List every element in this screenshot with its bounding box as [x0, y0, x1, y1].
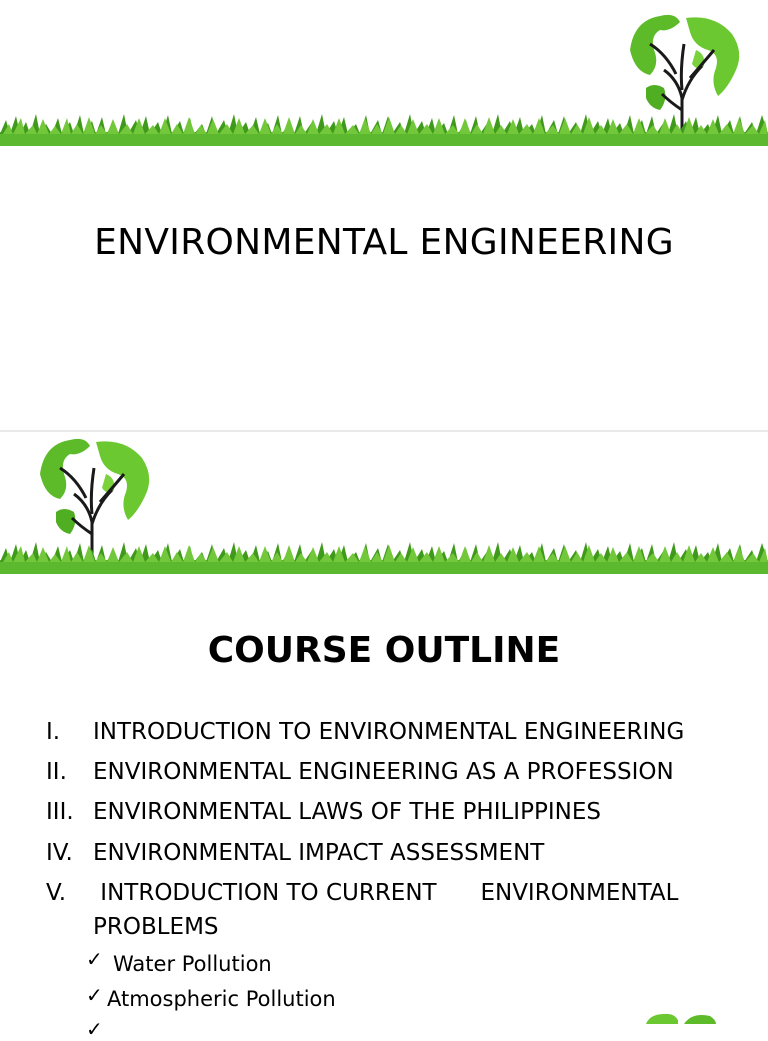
- outline-number: III.: [46, 799, 74, 825]
- outline-item: [0, 719, 768, 749]
- grass-strip-icon: [0, 112, 768, 146]
- outline-number: II.: [46, 759, 67, 785]
- outline-text: INTRODUCTION TO CURRENT ENVIRONMENTAL: [93, 880, 679, 906]
- slide-title: COURSE OUTLINE: [207, 630, 561, 671]
- outline-text: ENVIRONMENTAL ENGINEERING AS A PROFESSION: [93, 759, 674, 785]
- slide-2: [0, 432, 768, 1041]
- outline-item: [0, 880, 768, 944]
- checkmark-icon: ✓: [86, 947, 103, 971]
- slide-title: ENVIRONMENTAL ENGINEERING: [94, 222, 674, 263]
- outline-item: [0, 799, 768, 829]
- slide-1: [0, 0, 768, 430]
- outline-text: ENVIRONMENTAL LAWS OF THE PHILIPPINES: [93, 799, 601, 825]
- grass-strip-icon: [0, 540, 768, 574]
- outline-number: V.: [46, 880, 67, 906]
- outline-item: [0, 759, 768, 789]
- sub-item: Water Pollution: [113, 952, 272, 976]
- outline-number: IV.: [46, 840, 73, 866]
- outline-item: [0, 840, 768, 870]
- checkmark-icon: ✓: [86, 1017, 103, 1041]
- outline-text: ENVIRONMENTAL IMPACT ASSESSMENT: [93, 840, 545, 866]
- sub-item: Atmospheric Pollution: [107, 987, 336, 1011]
- world-tree-icon: [640, 1012, 720, 1024]
- outline-text-continuation: PROBLEMS: [93, 914, 219, 940]
- outline-text: INTRODUCTION TO ENVIRONMENTAL ENGINEERING: [93, 719, 685, 745]
- checkmark-icon: ✓: [86, 983, 103, 1007]
- outline-number: I.: [46, 719, 61, 745]
